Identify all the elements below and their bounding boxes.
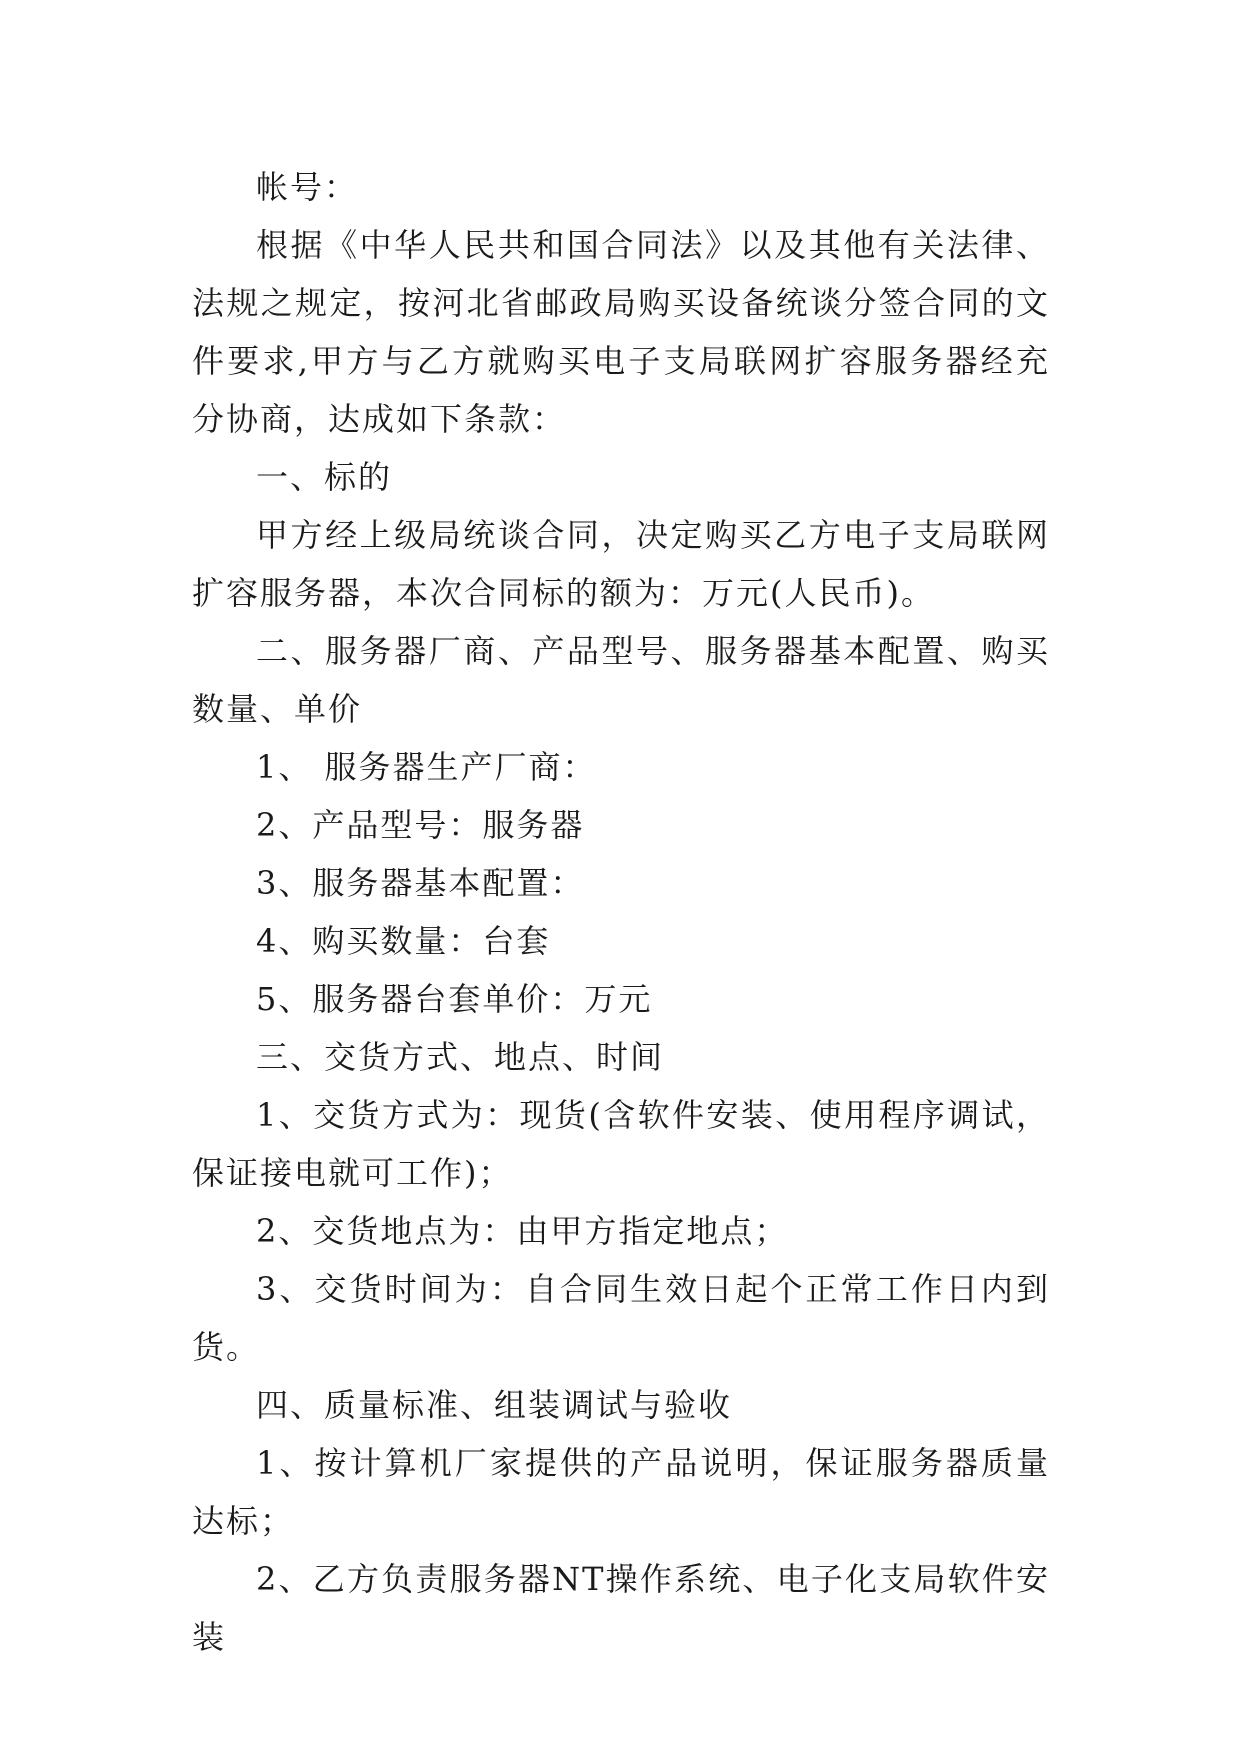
contract-body (192, 158, 1050, 1666)
list-item-manufacturer: 1、 服务器生产厂商： (256, 748, 597, 786)
list-item-configuration: 3、服务器基本配置： (256, 864, 585, 902)
account-line: 帐号： (256, 168, 359, 206)
section-heading-delivery: 三、交货方式、地点、时间 (256, 1038, 665, 1076)
list-item-quality-standard: 1、按计算机厂家提供的产品说明，保证服务器质量达标； (192, 1444, 1050, 1540)
list-item-delivery-method: 1、交货方式为：现货(含软件安装、使用程序调试，保证接电就可工作)； (192, 1096, 1050, 1192)
list-item-unit-price: 5、服务器台套单价：万元 (256, 980, 653, 1018)
list-item-model: 2、产品型号：服务器 (256, 806, 585, 844)
list-item-delivery-place: 2、交货地点为：由甲方指定地点； (256, 1212, 789, 1250)
list-item-quantity: 4、购买数量：台套 (256, 922, 551, 960)
section-heading-server-details: 二、服务器厂商、产品型号、服务器基本配置、购买数量、单价 (192, 632, 1050, 728)
preamble-paragraph: 根据《中华人民共和国合同法》以及其他有关法律、法规之规定，按河北省邮政局购买设备统谈分签合同的文件要求,甲方与乙方就购买电子支局联网扩容服务器经充分协商，达成如下条款： (192, 226, 1050, 438)
list-item-installation: 2、乙方负责服务器NT操作系统、电子化支局软件安装 (192, 1560, 1050, 1656)
list-item-delivery-time: 3、交货时间为：自合同生效日起个正常工作日内到货。 (192, 1270, 1050, 1366)
section-heading-quality: 四、质量标准、组装调试与验收 (256, 1386, 733, 1424)
section-heading-subject: 一、标的 (256, 458, 393, 496)
subject-paragraph: 甲方经上级局统谈合同，决定购买乙方电子支局联网扩容服务器，本次合同标的额为：万元(人民币)。 (192, 516, 1050, 612)
